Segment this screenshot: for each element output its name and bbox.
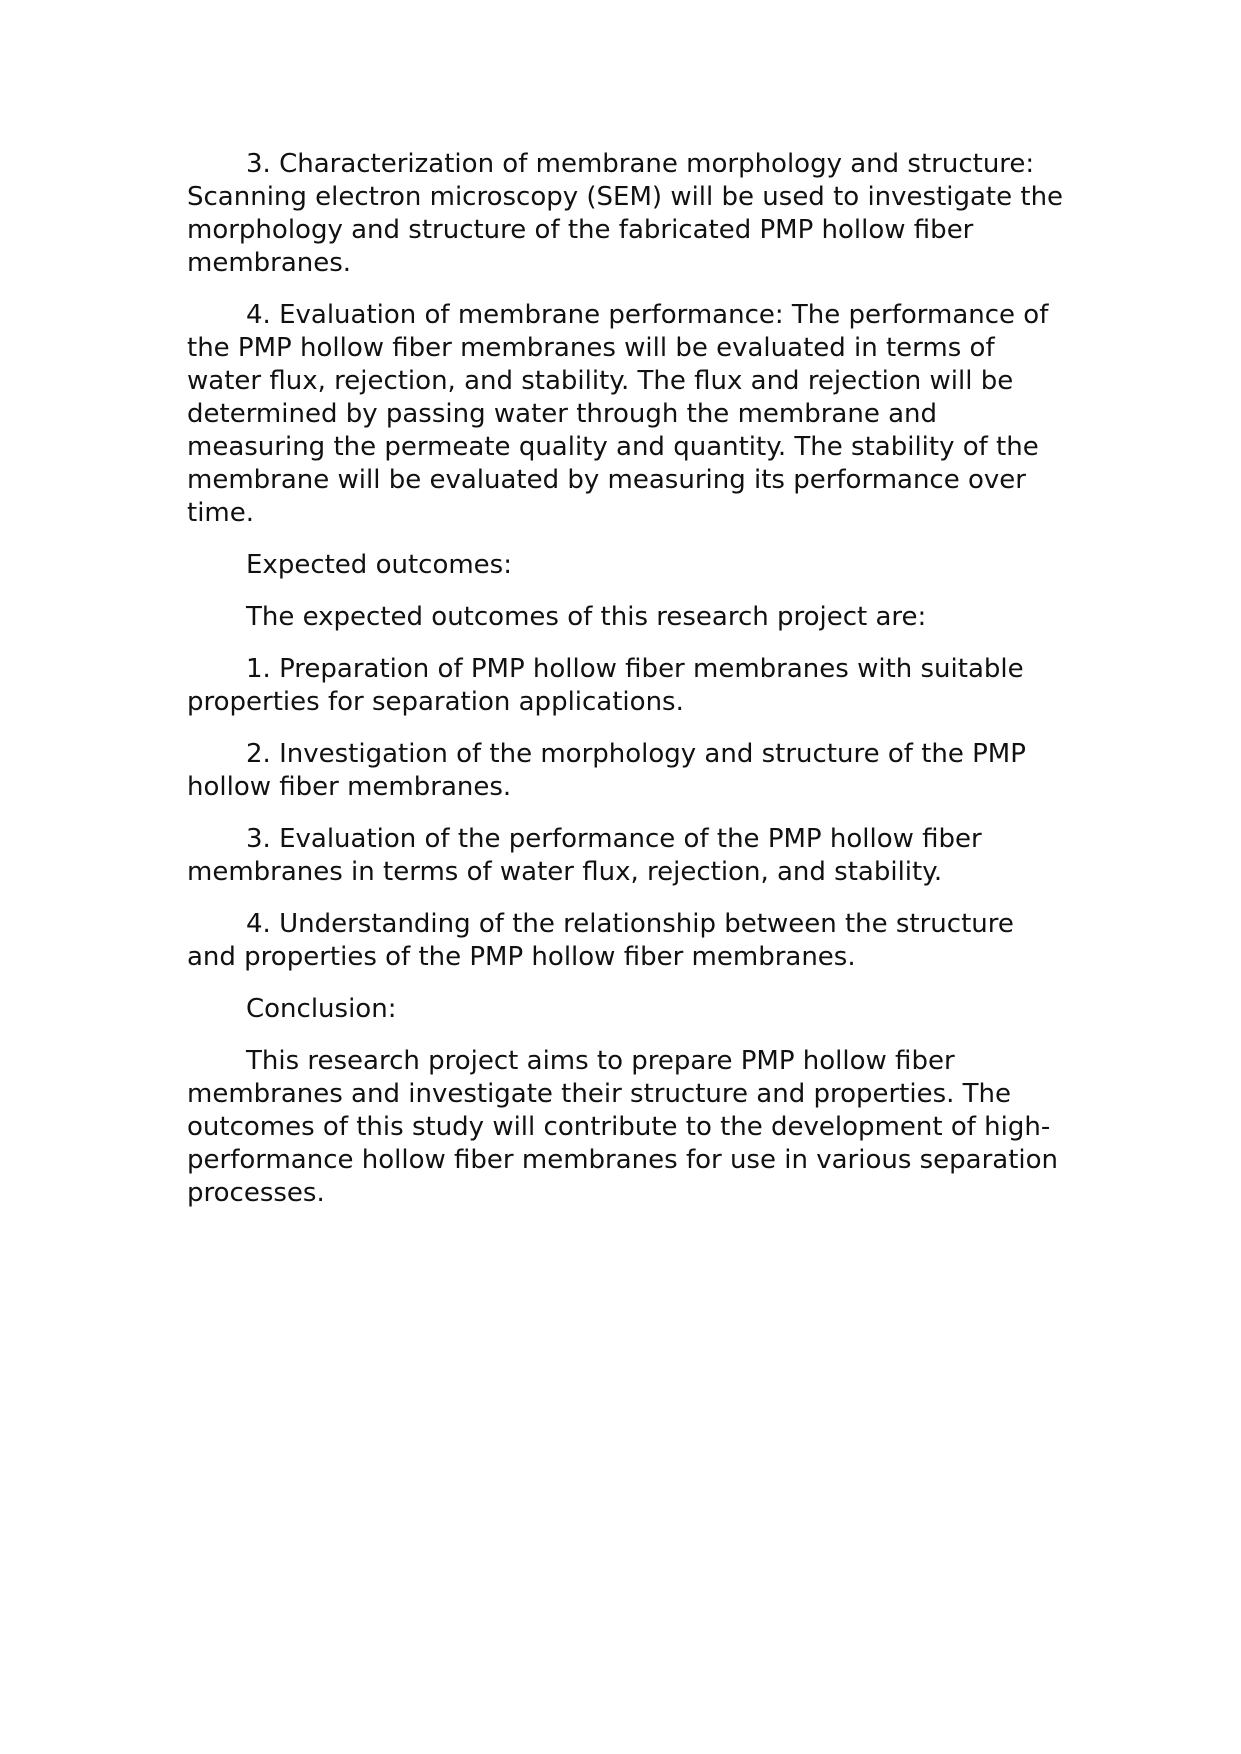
outcome-item-2: 2. Investigation of the morphology and structure of the PMP hollow fiber membranes. xyxy=(187,739,1026,802)
outcome-item-3: 3. Evaluation of the performance of the PMP hollow fiber membranes in terms of water flux, rejection, and stability. xyxy=(187,824,982,887)
paragraph-evaluation: 4. Evaluation of membrane performance: The performance of the PMP hollow fiber membranes will be evaluated in terms of water flux, rejection, and stability. The flux and rejection will be determined by passing water through the membrane and measuring the permeate quality and quantity. The stability of the membrane will be evaluated by measuring its performance over time. xyxy=(187,300,1049,528)
document-body xyxy=(187,148,1067,1229)
paragraph-characterization: 3. Characterization of membrane morphology and structure: Scanning electron microscopy (SEM) will be used to investigate the morphology and structure of the fabricated PMP hollow fiber membranes. xyxy=(187,149,1064,278)
outcome-item-1: 1. Preparation of PMP hollow fiber membranes with suitable properties for separation applications. xyxy=(187,654,1024,717)
paragraph-conclusion: This research project aims to prepare PMP hollow fiber membranes and investigate their structure and properties. The outcomes of this study will contribute to the development of high-performance hollow fiber membranes for use in various separation processes. xyxy=(187,1046,1059,1208)
heading-conclusion: Conclusion: xyxy=(246,994,397,1024)
outcome-item-4: 4. Understanding of the relationship between the structure and properties of the PMP hollow fiber membranes. xyxy=(187,909,1014,972)
paragraph-outcomes-intro: The expected outcomes of this research project are: xyxy=(246,602,927,632)
heading-expected-outcomes: Expected outcomes: xyxy=(246,550,512,580)
